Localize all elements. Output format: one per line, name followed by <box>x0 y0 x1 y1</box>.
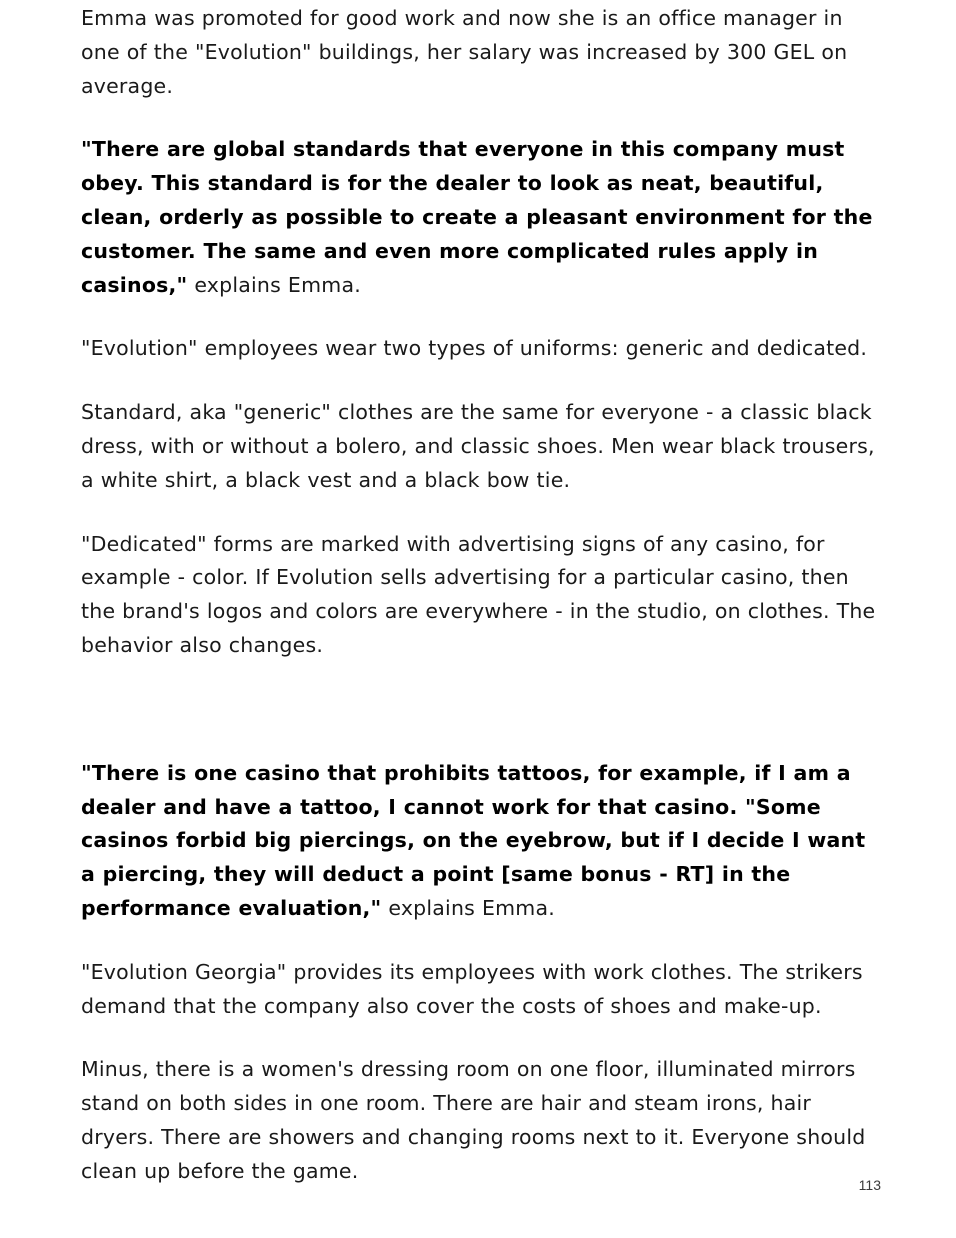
paragraph-promotion: Emma was promoted for good work and now she is an office manager in one of the "Evolution" buildings, her salary was increased by 300 GEL on average. <box>81 6 848 98</box>
paragraph-dedicated-forms: "Dedicated" forms are marked with advertising signs of any casino, for example - color. If Evolution sells advertising for a particular casino, then the brand's logos and colors are everywhere - in the studio, on clothes. The behavior also changes. <box>81 531 876 657</box>
paragraph-global-standards-quote <box>81 133 881 302</box>
paragraph-blank-spacer <box>81 693 881 757</box>
page-number: 113 <box>858 1177 881 1193</box>
attribution-explains-emma-1: explains Emma. <box>187 272 361 297</box>
paragraph-dressing-room: Minus, there is a women's dressing room on one floor, illuminated mirrors stand on both sides in one room. There are hair and steam irons, hair dryers. There are showers and changing rooms next to it. Everyone should clean up before the game. <box>81 1057 866 1183</box>
paragraph-generic-clothes: Standard, aka "generic" clothes are the same for everyone - a classic black dress, with or without a bolero, and classic shoes. Men wear black trousers, a white shirt, a black vest and a black bow tie. <box>81 400 875 492</box>
document-body <box>81 0 881 1219</box>
paragraph-tattoo-piercing-quote <box>81 757 881 926</box>
quote-bold-global-standards: "There are global standards that everyone in this company must obey. This standard is for the dealer to look as neat, beautiful, clean, orderly as possible to create a pleasant environment for the customer. The same and even more complicated rules apply in casinos," <box>81 137 873 297</box>
paragraph-work-clothes-demand: "Evolution Georgia" provides its employees with work clothes. The strikers demand that the company also cover the costs of shoes and make-up. <box>81 959 863 1018</box>
paragraph-uniform-types: "Evolution" employees wear two types of uniforms: generic and dedicated. <box>81 336 868 361</box>
attribution-explains-emma-2: explains Emma. <box>381 895 555 920</box>
quote-bold-tattoo-piercing: "There is one casino that prohibits tattoos, for example, if I am a dealer and have a tattoo, I cannot work for that casino. "Some casinos forbid big piercings, on the eyebrow, but if I decide I want a piercing, they will deduct a point [same bonus - RT] in the performance evaluation," <box>81 760 866 920</box>
